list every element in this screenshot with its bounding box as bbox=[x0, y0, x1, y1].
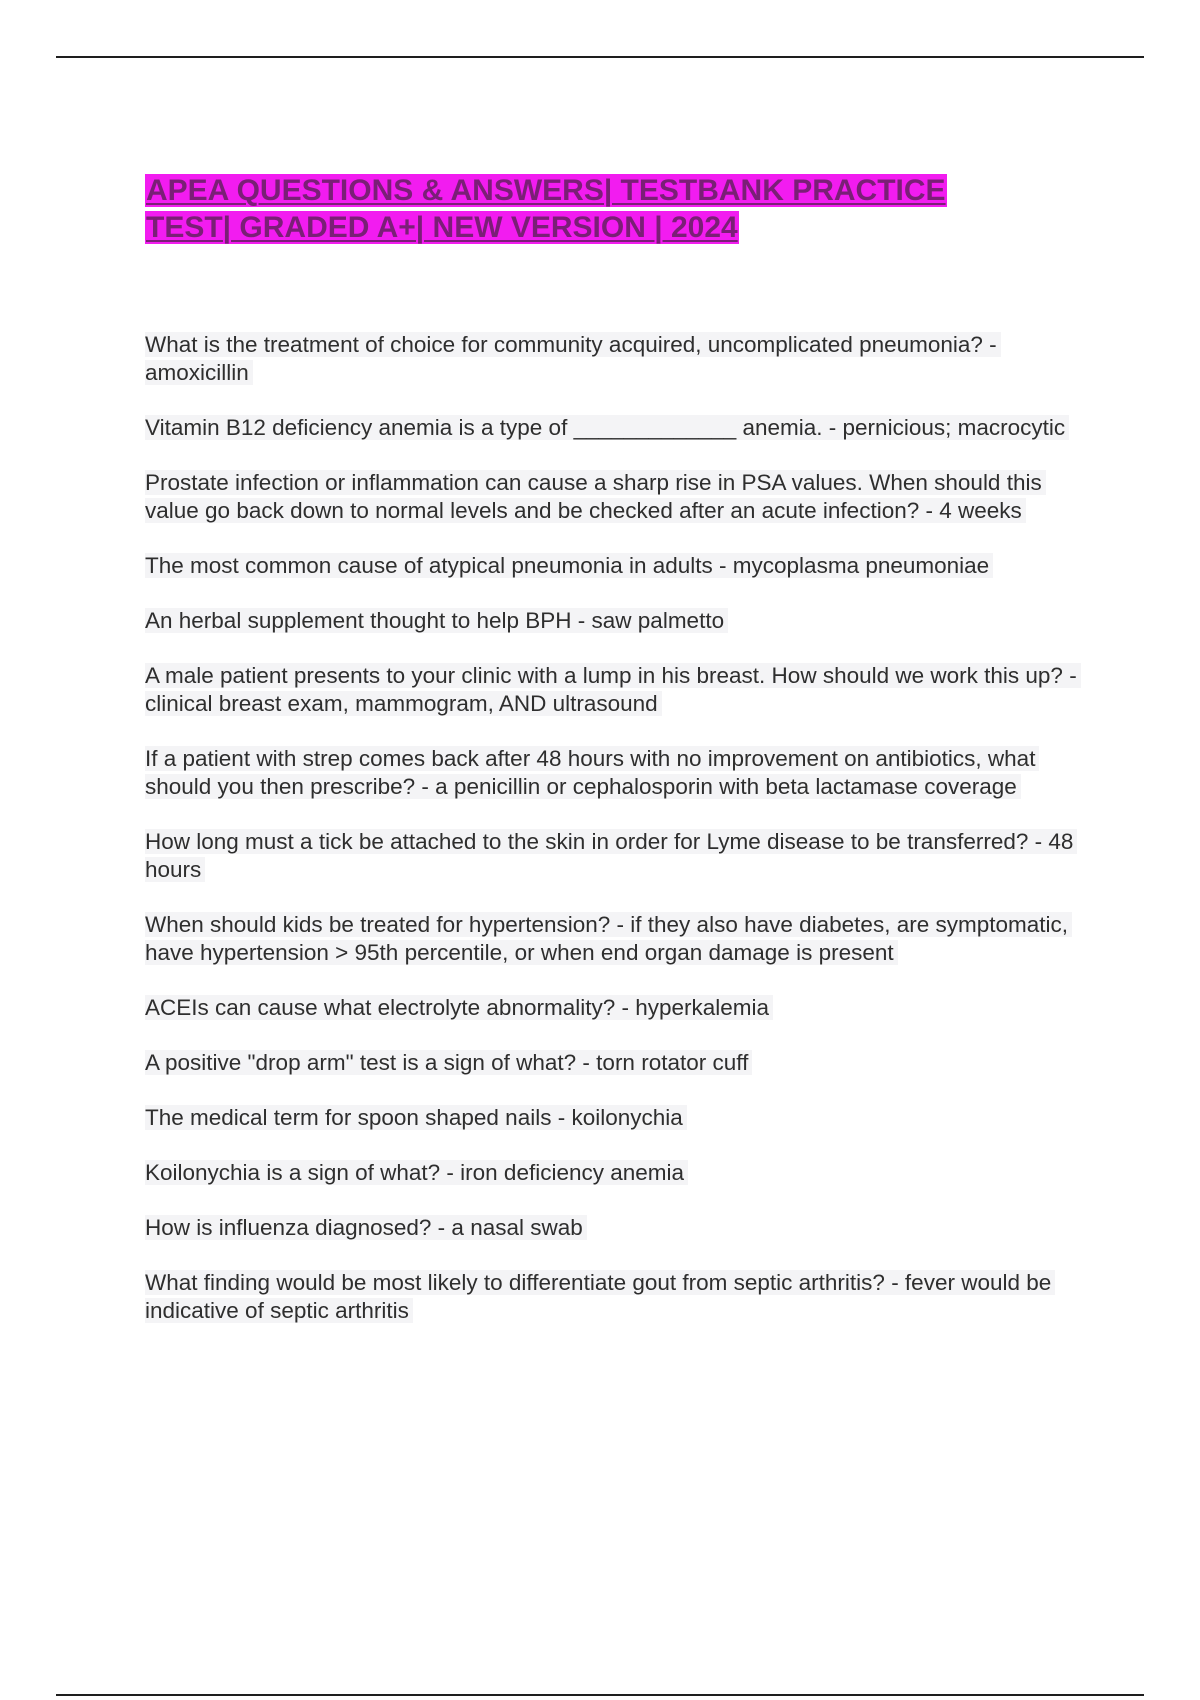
qa-text: If a patient with strep comes back after 48 hours with no improvement on antibiotics, what should you then prescribe? - a penicillin or cephalosporin with beta lactamase coverage bbox=[145, 746, 1039, 799]
qa-text: What is the treatment of choice for community acquired, uncomplicated pneumonia? - amoxicillin bbox=[145, 332, 1001, 385]
qa-text: A male patient presents to your clinic with a lump in his breast. How should we work this up? - clinical breast exam, mammogram, AND ultrasound bbox=[145, 663, 1081, 716]
qa-item bbox=[145, 1269, 1095, 1325]
qa-text: When should kids be treated for hypertension? - if they also have diabetes, are symptomatic, have hypertension > 95th percentile, or when end organ damage is present bbox=[145, 912, 1072, 965]
qa-item bbox=[145, 331, 1095, 387]
qa-text: How is influenza diagnosed? - a nasal swab bbox=[145, 1215, 587, 1240]
qa-item bbox=[145, 745, 1095, 801]
qa-text: What finding would be most likely to differentiate gout from septic arthritis? - fever would be indicative of septic arthritis bbox=[145, 1270, 1055, 1323]
qa-text: The medical term for spoon shaped nails - koilonychia bbox=[145, 1105, 687, 1130]
qa-text: A positive "drop arm" test is a sign of what? - torn rotator cuff bbox=[145, 1050, 752, 1075]
qa-item bbox=[145, 414, 1095, 442]
document-title bbox=[145, 172, 1045, 246]
qa-item bbox=[145, 552, 1095, 580]
footer-rule bbox=[56, 1694, 1144, 1696]
header-rule bbox=[56, 56, 1144, 58]
qa-text: Prostate infection or inflammation can cause a sharp rise in PSA values. When should this value go back down to normal levels and be checked after an acute infection? - 4 weeks bbox=[145, 470, 1046, 523]
qa-item bbox=[145, 469, 1095, 525]
qa-text: The most common cause of atypical pneumonia in adults - mycoplasma pneumoniae bbox=[145, 553, 993, 578]
title-line-1: APEA QUESTIONS & ANSWERS| TESTBANK PRACTICE bbox=[146, 174, 946, 207]
qa-item bbox=[145, 911, 1095, 967]
qa-item bbox=[145, 607, 1095, 635]
title-line-2: TEST| GRADED A+| NEW VERSION | 2024 bbox=[146, 211, 738, 244]
qa-text: How long must a tick be attached to the skin in order for Lyme disease to be transferred? - 48 hours bbox=[145, 829, 1077, 882]
qa-list bbox=[145, 331, 1095, 1352]
qa-text: Koilonychia is a sign of what? - iron deficiency anemia bbox=[145, 1160, 688, 1185]
qa-item bbox=[145, 1214, 1095, 1242]
qa-item bbox=[145, 1049, 1095, 1077]
qa-item bbox=[145, 1104, 1095, 1132]
qa-text: Vitamin B12 deficiency anemia is a type of _____________ anemia. - pernicious; macrocytic bbox=[145, 415, 1069, 440]
qa-text: ACEIs can cause what electrolyte abnormality? - hyperkalemia bbox=[145, 995, 773, 1020]
qa-item bbox=[145, 828, 1095, 884]
qa-item bbox=[145, 662, 1095, 718]
qa-text: An herbal supplement thought to help BPH - saw palmetto bbox=[145, 608, 728, 633]
qa-item bbox=[145, 1159, 1095, 1187]
qa-item bbox=[145, 994, 1095, 1022]
